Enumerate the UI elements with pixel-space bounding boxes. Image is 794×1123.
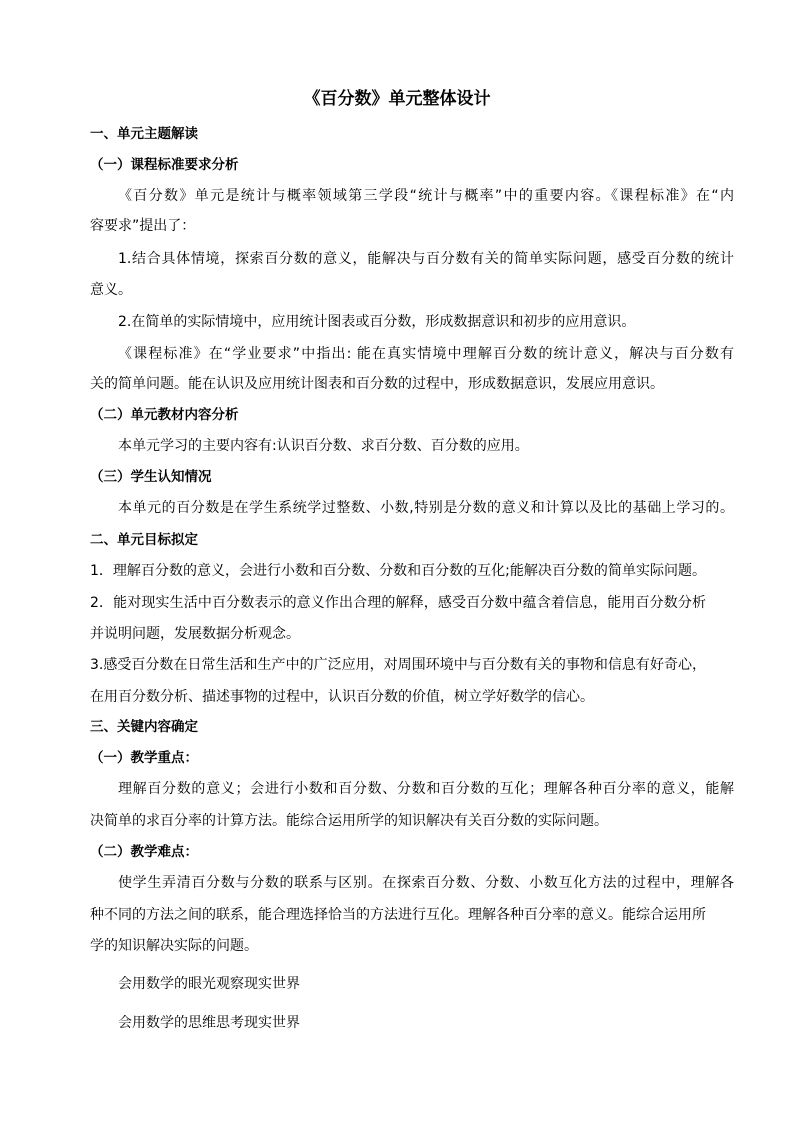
paragraph-line: 理解百分数的意义；会进行小数和百分数、分数和百分数的互化；理解各种百分率的意义，能解 (118, 781, 734, 797)
subsection-heading-1-3: （三）学生认知情况 (90, 469, 212, 485)
paragraph-line: 决简单的求百分率的计算方法。能综合运用所学的知识解决有关百分数的实际问题。 (90, 813, 608, 829)
goal-line: 并说明问题，发展数据分析观念。 (90, 626, 300, 642)
paragraph-line: 关的简单问题。能在认识及应用统计图表和百分数的过程中，形成数据意识，发展应用意识。 (90, 376, 664, 392)
paragraph-line: 学的知识解决实际的问题。 (90, 938, 258, 954)
goal-line: 3.感受百分数在日常生活和生产中的广泛应用，对周围环境中与百分数有关的事物和信息有好奇心， (90, 657, 706, 673)
paragraph-line: 本单元学习的主要内容有:认识百分数、求百分数、百分数的应用。 (118, 438, 529, 454)
goal-line: 在用百分数分析、描述事物的过程中，认识百分数的价值，树立学好数学的信心。 (90, 689, 594, 705)
paragraph-line: 1.结合具体情境，探索百分数的意义，能解决与百分数有关的简单实际问题，感受百分数的统计 (118, 251, 734, 267)
paragraph-line: 容要求”提出了： (90, 218, 196, 234)
section-heading-3: 三、关键内容确定 (90, 719, 198, 735)
paragraph-line: 会用数学的眼光观察现实世界 (118, 976, 300, 992)
subsection-heading-3-2: （二）教学难点： (90, 844, 198, 860)
paragraph-line: 《课程标准》在“学业要求”中指出: 能在真实情境中理解百分数的统计意义，解决与百分数有 (118, 346, 734, 362)
paragraph-line: 会用数学的思维思考现实世界 (118, 1015, 300, 1031)
goal-line: 1．理解百分数的意义，会进行小数和百分数、分数和百分数的互化;能解决百分数的简单实际问题。 (90, 563, 706, 579)
section-heading-2: 二、单元目标拟定 (90, 532, 198, 548)
goal-line: 2．能对现实生活中百分数表示的意义作出合理的解释，感受百分数中蕴含着信息，能用百分数分析 (90, 595, 706, 611)
paragraph-line: 种不同的方法之间的联系，能合理选择恰当的方法进行互化。理解各种百分率的意义。能综合运用所 (90, 907, 706, 923)
paragraph-line: 本单元的百分数是在学生系统学过整数、小数,特别是分数的意义和计算以及比的基础上学习的。 (118, 500, 734, 516)
subsection-heading-1-1: （一）课程标准要求分析 (90, 157, 239, 173)
paragraph-line: 意义。 (90, 282, 132, 298)
document-title: 《百分数》单元整体设计 (303, 89, 491, 109)
paragraph-line: 《百分数》单元是统计与概率领域第三学段“统计与概率”中的重要内容。《课程标准》在“内 (118, 188, 734, 204)
subsection-heading-1-2: （二）单元教材内容分析 (90, 407, 239, 423)
subsection-heading-3-1: （一）教学重点： (90, 750, 198, 766)
section-heading-1: 一、单元主题解读 (90, 126, 198, 142)
paragraph-line: 使学生弄清百分数与分数的联系与区别。在探索百分数、分数、小数互化方法的过程中，理解各 (118, 875, 734, 891)
paragraph-line: 2.在简单的实际情境中，应用统计图表或百分数，形成数据意识和初步的应用意识。 (118, 314, 636, 330)
